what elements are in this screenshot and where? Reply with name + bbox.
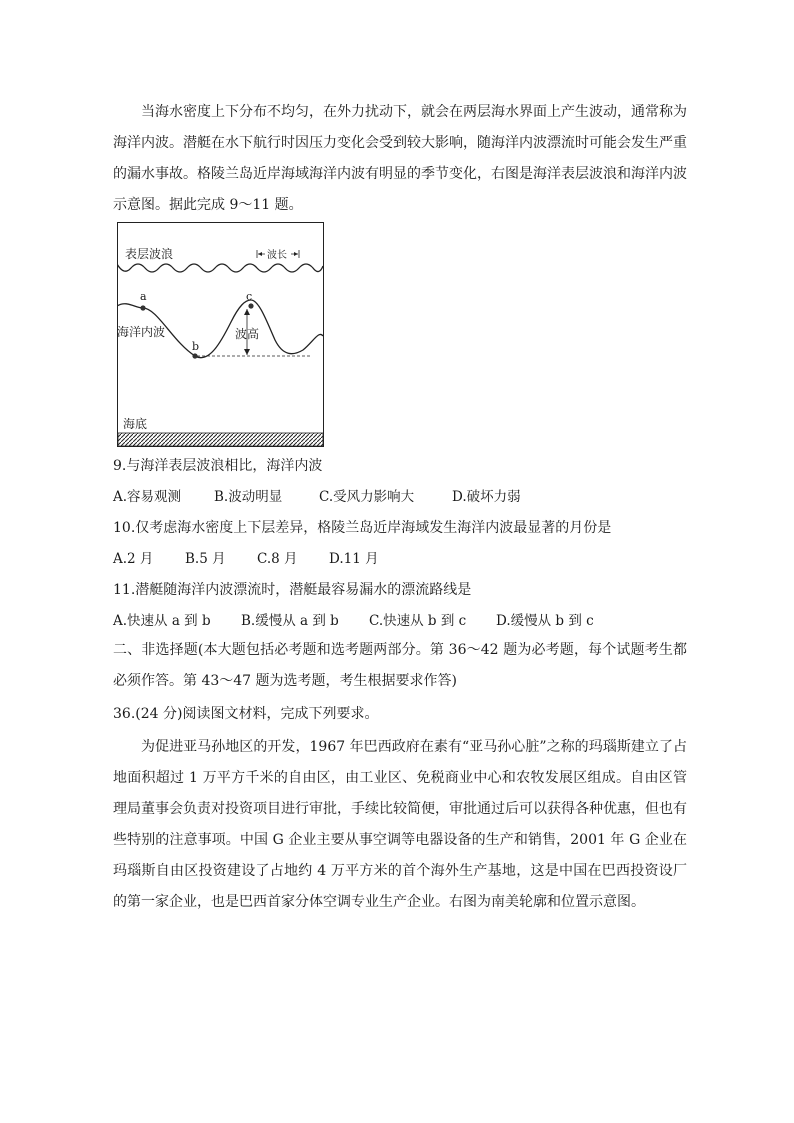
question-9-options — [113, 487, 521, 507]
question-36-passage: 为促进亚马孙地区的开发，1967 年巴西政府在素有“亚马孙心脏”之称的玛瑙斯建立了占地面积超过 1 万平方千米的自由区，由工业区、免税商业中心和农牧发展区组成。自由区管理局董事会负责对投资项目进行审批，手续比较简便，审批通过后可以获得各种优惠，但也有些特别的注意事项。中国 G 企业主要从事空调等电器设备的生产和销售，2001 年 G 企业在玛瑙斯自由区投资建设了占地约 4 万平方米的首个海外生产基地，这是中国在巴西投资设厂的第一家企业，也是巴西首家分体空调专业生产企业。右图为南美轮廓和位置示意图。 — [113, 739, 687, 910]
q10-option-b: B.5 月 — [185, 551, 226, 567]
q9-option-b: B.波动明显 — [214, 489, 283, 505]
seabed-label: 海底 — [123, 417, 148, 431]
q11-option-a: A.快速从 a 到 b — [113, 613, 211, 629]
point-a-marker — [140, 305, 145, 310]
point-b-label: b — [192, 340, 200, 353]
point-a-label: a — [140, 290, 147, 303]
surface-wave-line — [117, 264, 323, 272]
question-36-stem: 36.(24 分)阅读图文材料，完成下列要求。 — [113, 706, 379, 722]
wavelength-label: 波长 — [267, 250, 287, 261]
section-2-heading: 二、非选择题(本大题包括必考题和选考题两部分。第 36～42 题为必考题，每个试题考生都必须作答。第 43～47 题为选考题，考生根据要求作答) — [113, 642, 687, 689]
internal-wave-label: 海洋内波 — [117, 325, 166, 339]
wave-height-label: 波高 — [235, 327, 260, 341]
q10-option-d: D.11 月 — [329, 551, 379, 567]
q9-option-d: D.破坏力弱 — [452, 489, 521, 505]
point-b-marker — [192, 353, 197, 358]
q9-option-c: C.受风力影响大 — [319, 489, 415, 505]
question-11-stem: 11.潜艇随海洋内波漂流时，潜艇最容易漏水的漂流路线是 — [113, 582, 472, 598]
q11-option-c: C.快速从 b 到 c — [369, 613, 467, 629]
q10-option-c: C.8 月 — [257, 551, 298, 567]
seabed-hatch — [118, 433, 323, 446]
surface-wave-label: 表层波浪 — [125, 247, 174, 261]
q9-option-a: A.容易观测 — [113, 489, 182, 505]
question-11-options — [113, 611, 594, 631]
point-c-marker — [248, 303, 253, 308]
ocean-wave-figure — [117, 222, 327, 452]
intro-paragraph: 当海水密度上下分布不均匀，在外力扰动下，就会在两层海水界面上产生波动，通常称为海洋内波。潜艇在水下航行时因压力变化会受到较大影响，随海洋内波漂流时可能会发生严重的漏水事故。格陵兰岛近岸海域海洋内波有明显的季节变化，右图是海洋表层波浪和海洋内波示意图。据此完成 9～11 题。 — [113, 104, 687, 213]
question-9-stem: 9.与海洋表层波浪相比，海洋内波 — [113, 458, 323, 474]
question-10-stem: 10.仅考虑海水密度上下层差异，格陵兰岛近岸海域发生海洋内波最显著的月份是 — [113, 520, 612, 536]
q11-option-d: D.缓慢从 b 到 c — [496, 613, 594, 629]
point-c-label: c — [246, 290, 253, 303]
q10-option-a: A.2 月 — [113, 551, 154, 567]
q11-option-b: B.缓慢从 a 到 b — [241, 613, 339, 629]
question-10-options — [113, 549, 379, 569]
